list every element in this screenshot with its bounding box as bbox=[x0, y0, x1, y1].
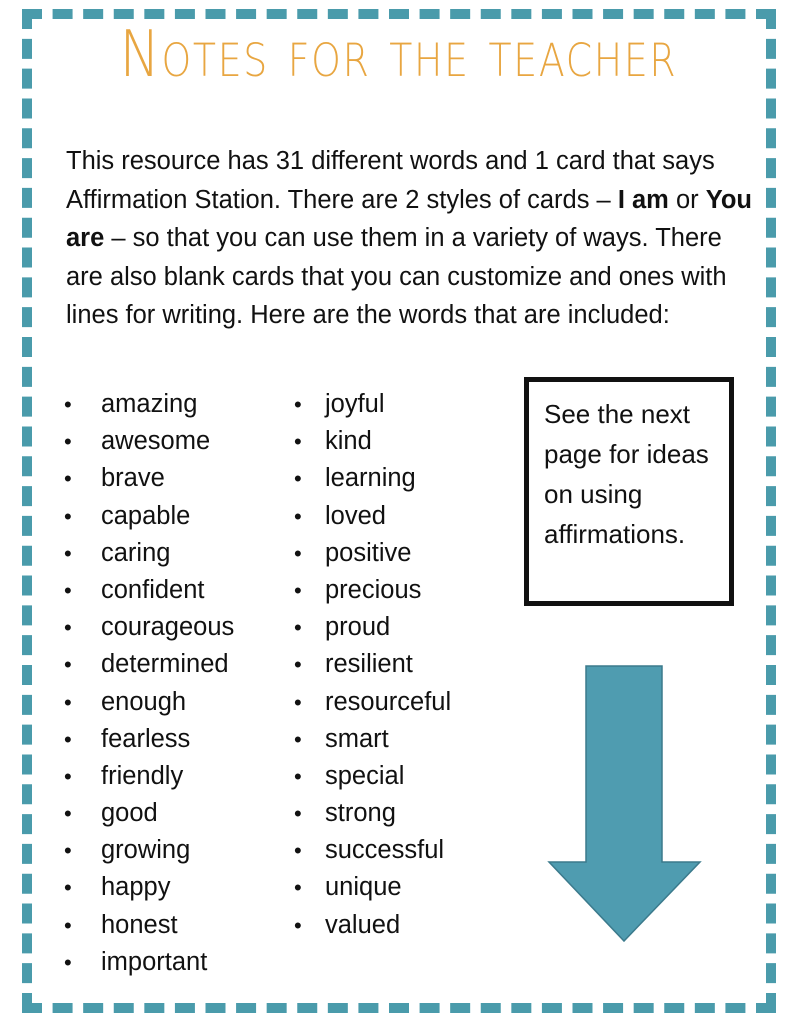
word-list-item bbox=[64, 944, 234, 981]
bullet-icon: • bbox=[294, 466, 302, 492]
bullet-icon: • bbox=[64, 429, 72, 455]
bullet-icon: • bbox=[64, 801, 72, 827]
word-label: growing bbox=[101, 836, 191, 865]
word-list-item bbox=[64, 460, 234, 497]
word-list-item bbox=[294, 684, 451, 721]
down-arrow-icon bbox=[547, 664, 703, 944]
word-list-column-2 bbox=[294, 386, 451, 944]
bullet-icon: • bbox=[294, 875, 302, 901]
bullet-icon: • bbox=[294, 540, 302, 566]
word-list-item bbox=[294, 907, 451, 944]
word-list-item bbox=[64, 907, 234, 944]
bullet-icon: • bbox=[64, 689, 72, 715]
word-label: resourceful bbox=[325, 687, 452, 716]
bullet-icon: • bbox=[64, 615, 72, 641]
word-label: capable bbox=[101, 501, 191, 530]
intro-text-2: or bbox=[668, 185, 706, 214]
bullet-icon: • bbox=[294, 763, 302, 789]
word-list-item bbox=[294, 758, 451, 795]
word-label: courageous bbox=[101, 613, 235, 642]
word-list-item bbox=[64, 572, 234, 609]
word-label: happy bbox=[101, 873, 171, 902]
bullet-icon: • bbox=[64, 949, 72, 975]
word-list-item bbox=[64, 386, 234, 423]
word-label: important bbox=[101, 947, 208, 976]
word-label: awesome bbox=[101, 427, 211, 456]
bullet-icon: • bbox=[64, 838, 72, 864]
bullet-icon: • bbox=[64, 726, 72, 752]
bullet-icon: • bbox=[294, 392, 302, 417]
word-list-item bbox=[294, 832, 451, 869]
word-label: loved bbox=[325, 501, 386, 530]
bullet-icon: • bbox=[294, 801, 302, 827]
word-label: joyful bbox=[325, 390, 385, 418]
word-list-item bbox=[294, 423, 451, 460]
word-list-item bbox=[294, 386, 451, 423]
word-label: smart bbox=[325, 724, 389, 753]
bullet-icon: • bbox=[294, 577, 302, 603]
word-label: unique bbox=[325, 873, 402, 902]
bullet-icon: • bbox=[64, 392, 72, 417]
word-list-item bbox=[64, 832, 234, 869]
word-label: amazing bbox=[101, 390, 198, 418]
bullet-icon: • bbox=[294, 912, 302, 938]
word-label: proud bbox=[325, 613, 391, 642]
word-list-item bbox=[64, 758, 234, 795]
word-list-item bbox=[64, 721, 234, 758]
word-label: brave bbox=[101, 464, 165, 493]
bullet-icon: • bbox=[64, 875, 72, 901]
word-list-item bbox=[64, 869, 234, 906]
word-list-item bbox=[64, 423, 234, 460]
bullet-icon: • bbox=[294, 503, 302, 529]
word-list-item bbox=[294, 609, 451, 646]
bullet-icon: • bbox=[294, 838, 302, 864]
word-label: caring bbox=[101, 538, 171, 567]
bullet-icon: • bbox=[64, 466, 72, 492]
bullet-icon: • bbox=[294, 689, 302, 715]
word-list-item bbox=[64, 535, 234, 572]
word-label: determined bbox=[101, 650, 229, 679]
word-label: confident bbox=[101, 575, 205, 604]
word-label: kind bbox=[325, 427, 372, 456]
word-label: special bbox=[325, 761, 405, 790]
word-label: friendly bbox=[101, 761, 184, 790]
bullet-icon: • bbox=[294, 615, 302, 641]
word-list-item bbox=[64, 684, 234, 721]
word-label: good bbox=[101, 799, 158, 828]
word-label: valued bbox=[325, 910, 401, 939]
word-label: strong bbox=[325, 799, 396, 828]
word-label: successful bbox=[325, 836, 445, 865]
word-label: positive bbox=[325, 538, 412, 567]
intro-text-1: This resource has 31 different words and 1 card that says Affirmation Station. There are 2 styles of cards – bbox=[66, 147, 715, 214]
word-list-item bbox=[294, 460, 451, 497]
word-label: precious bbox=[325, 575, 422, 604]
bullet-icon: • bbox=[64, 652, 72, 678]
next-page-callout: See the next page for ideas on using affirmations. bbox=[524, 377, 734, 606]
intro-text-3: – so that you can use them in a variety of ways. There are also blank cards that you can customize and ones with lines for writing. Here are the words that are included: bbox=[66, 224, 727, 329]
intro-bold-you-are: You are bbox=[66, 185, 752, 252]
word-list-item bbox=[64, 609, 234, 646]
word-list-column-1 bbox=[64, 386, 234, 981]
word-list-item bbox=[64, 646, 234, 683]
bullet-icon: • bbox=[64, 577, 72, 603]
word-label: enough bbox=[101, 687, 187, 716]
word-list-item bbox=[294, 721, 451, 758]
word-list-item bbox=[64, 498, 234, 535]
bullet-icon: • bbox=[64, 763, 72, 789]
intro-paragraph bbox=[66, 142, 756, 335]
word-list-item bbox=[294, 795, 451, 832]
bullet-icon: • bbox=[294, 652, 302, 678]
word-list-item bbox=[64, 795, 234, 832]
intro-bold-i-am: I am bbox=[617, 185, 669, 214]
word-label: honest bbox=[101, 910, 178, 939]
word-list-item bbox=[294, 498, 451, 535]
word-label: fearless bbox=[101, 724, 191, 753]
word-list-item bbox=[294, 535, 451, 572]
bullet-icon: • bbox=[294, 429, 302, 455]
bullet-icon: • bbox=[64, 540, 72, 566]
word-label: learning bbox=[325, 464, 416, 493]
word-list-item bbox=[294, 646, 451, 683]
bullet-icon: • bbox=[294, 726, 302, 752]
word-list-item bbox=[294, 572, 451, 609]
word-list-item bbox=[294, 869, 451, 906]
page-title: Notes for the teacher bbox=[119, 18, 678, 92]
bullet-icon: • bbox=[64, 503, 72, 529]
word-label: resilient bbox=[325, 650, 413, 679]
bullet-icon: • bbox=[64, 912, 72, 938]
